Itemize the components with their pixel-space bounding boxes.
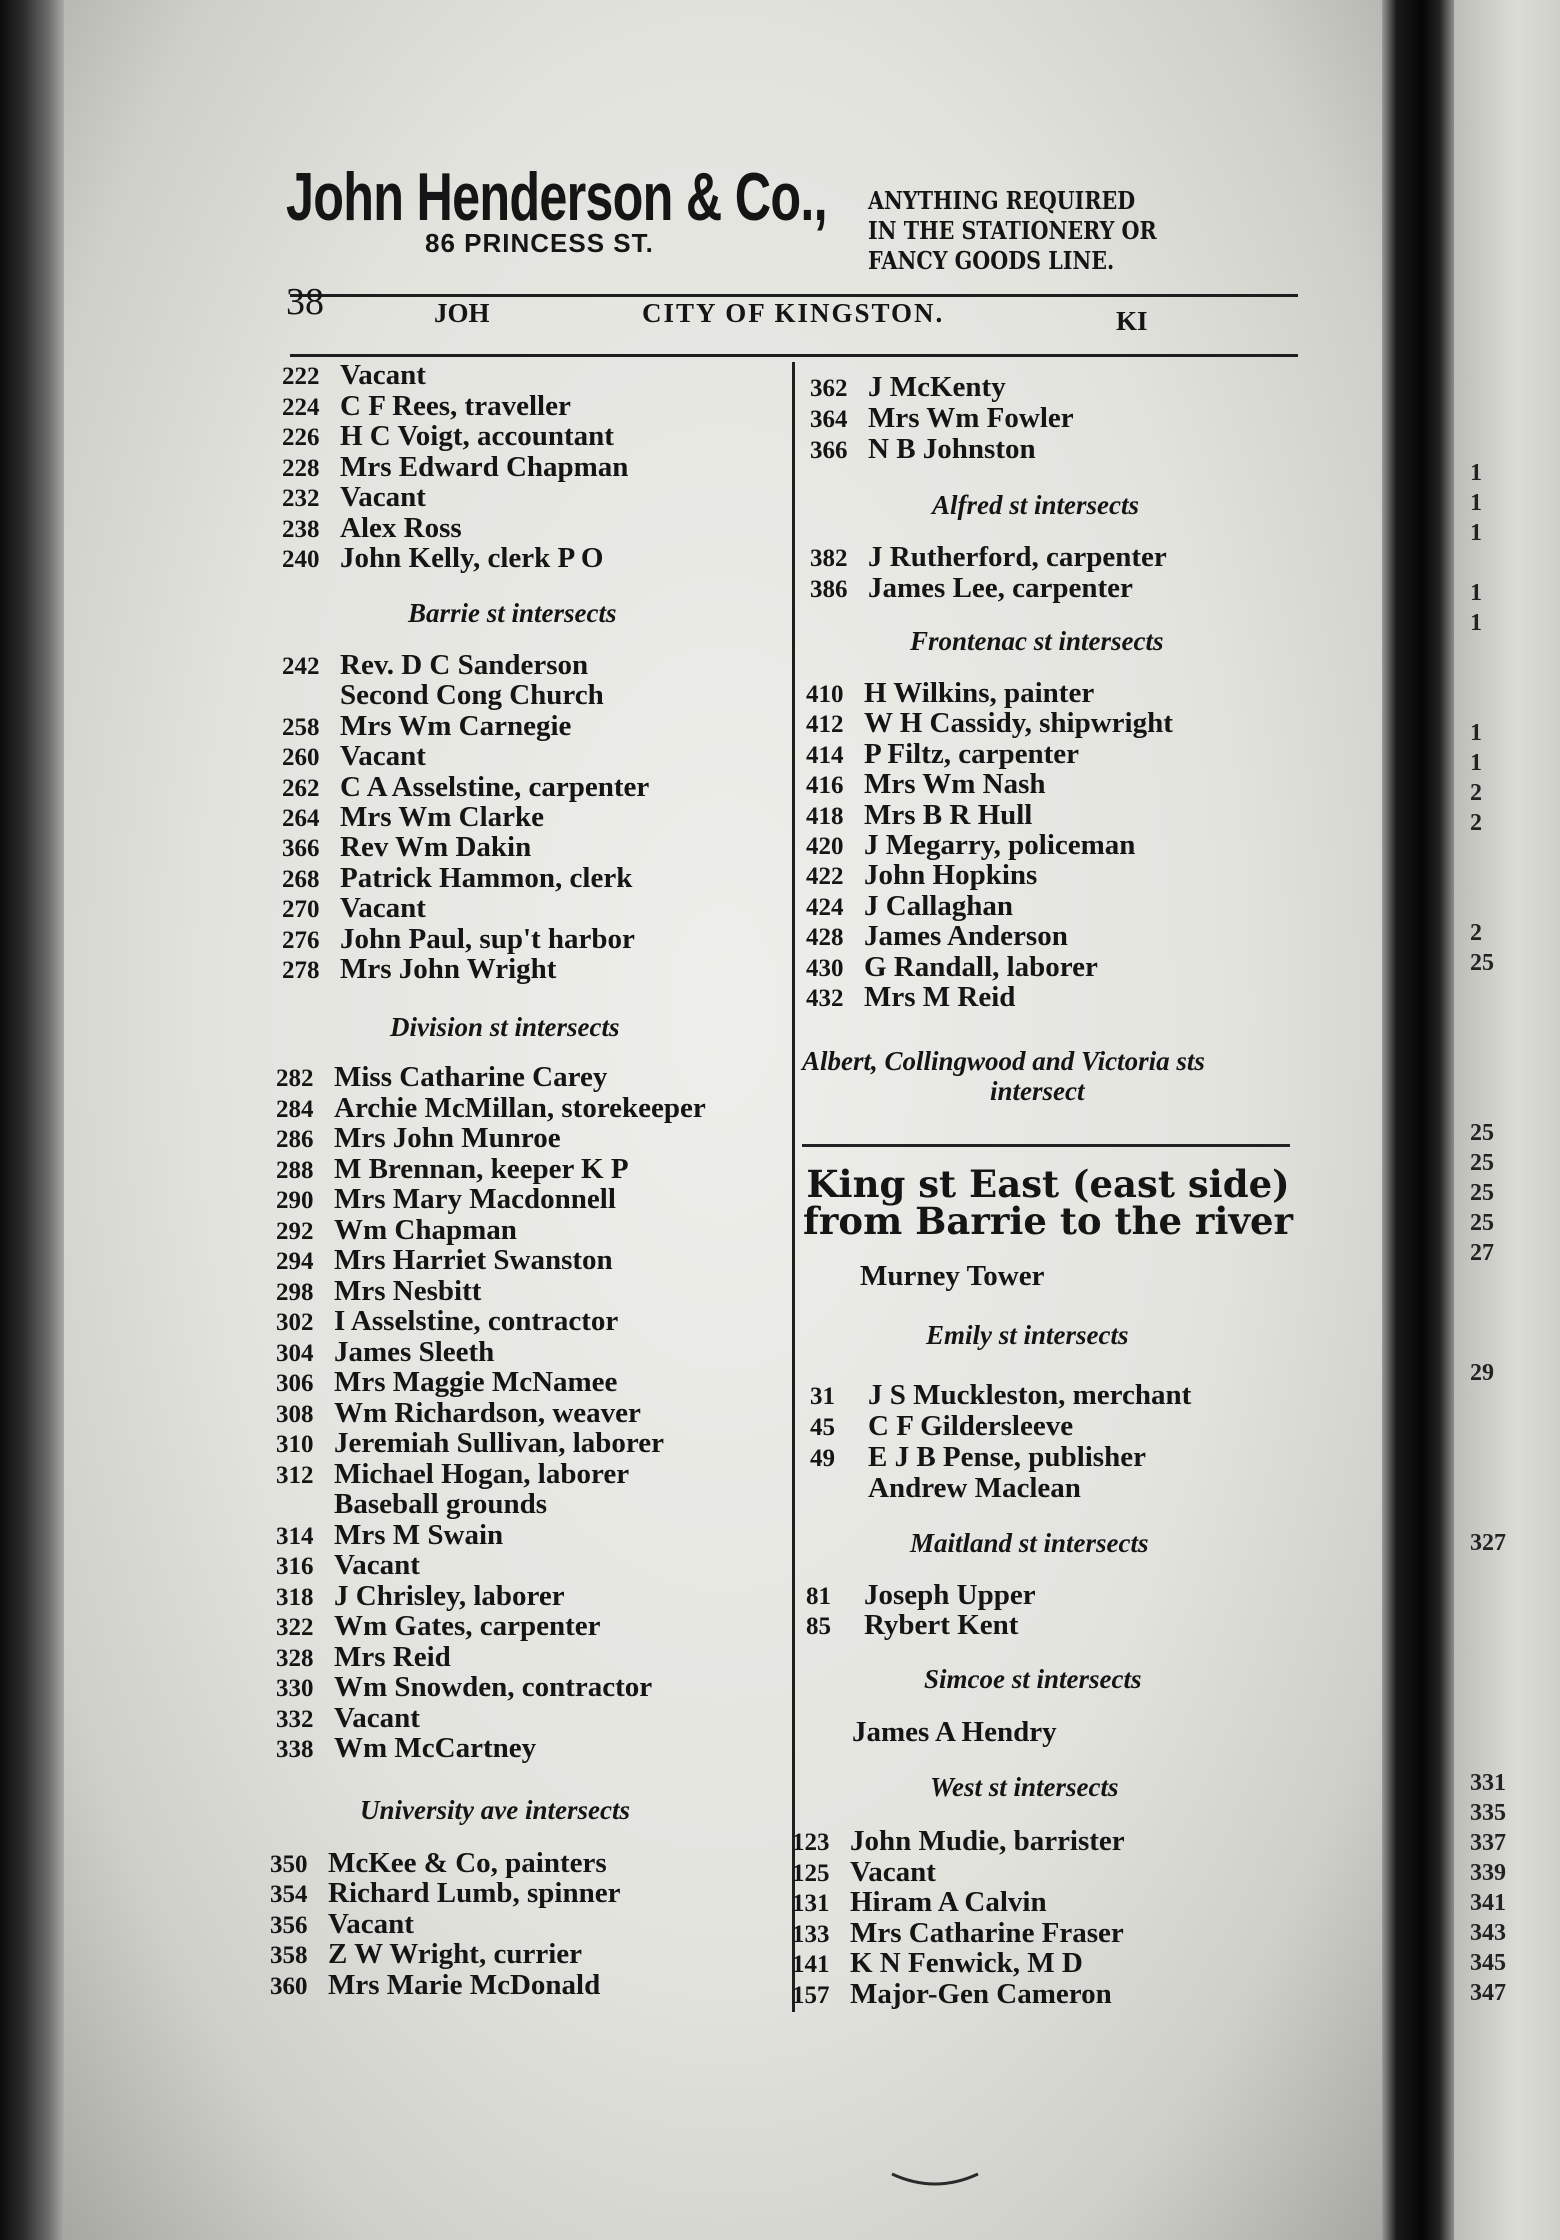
directory-entry: [282, 954, 556, 986]
adjacent-page-fragment: 2: [1470, 920, 1482, 946]
directory-entry: [282, 863, 632, 895]
house-number: 278: [282, 957, 320, 984]
directory-entry: [276, 1093, 706, 1125]
directory-entry: [792, 1948, 1083, 1980]
resident-name: J Megarry, policeman: [864, 829, 1136, 861]
resident-name: Mrs Wm Fowler: [868, 402, 1074, 434]
directory-entry: [810, 573, 1133, 605]
adjacent-page-fragment: 25: [1470, 1180, 1494, 1206]
resident-name: Rev. D C Sanderson: [340, 649, 589, 681]
directory-entry: [270, 1909, 414, 1941]
resident-name: C F Rees, traveller: [340, 389, 571, 422]
directory-entry: [276, 1550, 420, 1582]
intersection-heading: Maitland st intersects: [910, 1528, 1149, 1558]
directory-entry: [806, 1580, 1036, 1612]
resident-name: Z W Wright, currier: [328, 1938, 583, 1971]
resident-name: Andrew Maclean: [868, 1472, 1081, 1504]
directory-entry: [806, 708, 1173, 740]
directory-entry: [276, 1398, 641, 1430]
resident-name: Patrick Hammon, clerk: [340, 861, 633, 894]
directory-entry: [806, 678, 1094, 710]
directory-entry: [276, 1276, 481, 1308]
directory-entry: [276, 1215, 517, 1247]
resident-name: Mrs Marie McDonald: [328, 1968, 601, 2001]
house-number: 330: [276, 1675, 314, 1702]
directory-entry: [282, 924, 635, 956]
directory-entry: [276, 1733, 536, 1765]
house-number: 85: [806, 1613, 831, 1640]
house-number: 258: [282, 713, 320, 741]
resident-name: J Chrisley, laborer: [334, 1579, 565, 1612]
running-head-right: KI: [1116, 306, 1148, 336]
resident-name: Mrs John Munroe: [334, 1122, 561, 1154]
section-title-line: from Barrie to the river: [803, 1199, 1293, 1243]
house-number: 260: [282, 744, 320, 772]
column-divider: [792, 362, 795, 2012]
resident-name: Alex Ross: [340, 511, 462, 544]
adjacent-page-fragment: 1: [1470, 490, 1482, 516]
adjacent-page-fragment: 29: [1470, 1360, 1494, 1386]
directory-entry: [276, 1337, 494, 1369]
intersection-heading: Albert, Collingwood and Victoria sts: [802, 1046, 1205, 1076]
adjacent-page-fragment: 1: [1470, 610, 1482, 636]
house-number: 45: [810, 1414, 835, 1441]
house-number: 282: [276, 1065, 314, 1092]
resident-name: John Hopkins: [864, 859, 1038, 892]
resident-name: C F Gildersleeve: [868, 1410, 1074, 1442]
house-number: 410: [806, 681, 844, 708]
directory-entry: [806, 982, 1015, 1014]
directory-entry: [282, 741, 426, 773]
resident-name: Vacant: [334, 1701, 420, 1734]
house-number: 366: [282, 835, 320, 863]
resident-name: Wm Richardson, weaver: [334, 1396, 641, 1429]
house-number: 238: [282, 515, 320, 543]
directory-entry: [282, 680, 604, 710]
house-number: 224: [282, 393, 320, 421]
adjacent-page-fragment: 1: [1470, 460, 1482, 486]
directory-entry: [792, 1918, 1124, 1950]
advert-text: [868, 186, 1246, 276]
resident-name: Major-Gen Cameron: [850, 1977, 1112, 2010]
house-number: 416: [806, 772, 844, 800]
resident-name: Mrs M Reid: [864, 981, 1016, 1013]
directory-entry: [270, 1939, 582, 1971]
resident-name: H Wilkins, painter: [864, 677, 1095, 709]
house-number: 424: [806, 893, 844, 921]
adjacent-page-fragment: 1: [1470, 720, 1482, 746]
page-gutter: [1382, 0, 1454, 2240]
resident-name: Vacant: [340, 740, 426, 773]
adjacent-page-fragment: 343: [1470, 1920, 1506, 1946]
house-number: 290: [276, 1187, 314, 1214]
resident-name: Mrs Catharine Fraser: [850, 1916, 1124, 1949]
intersection-heading: West st intersects: [930, 1772, 1119, 1802]
house-number: 125: [792, 1859, 830, 1887]
resident-name: P Filtz, carpenter: [864, 737, 1079, 770]
resident-name: I Asselstine, contractor: [334, 1305, 619, 1337]
house-number: 49: [810, 1445, 835, 1472]
directory-entry: [792, 1887, 1047, 1919]
resident-name: Mrs Wm Clarke: [340, 801, 545, 833]
adjacent-page-fragment: 27: [1470, 1240, 1494, 1266]
directory-page: [64, 0, 1382, 2240]
resident-name: Jeremiah Sullivan, laborer: [334, 1427, 665, 1459]
directory-entry: [276, 1703, 420, 1735]
house-number: 420: [806, 833, 844, 860]
resident-name: Mrs Harriet Swanston: [334, 1244, 613, 1276]
house-number: 262: [282, 774, 320, 802]
directory-entry: [810, 542, 1167, 574]
running-head-title: CITY OF KINGSTON.: [642, 298, 945, 328]
house-number: 222: [282, 363, 320, 390]
directory-entry: [276, 1520, 503, 1552]
house-number: 81: [806, 1583, 831, 1610]
directory-entry: [282, 482, 426, 514]
resident-name: N B Johnston: [868, 433, 1036, 465]
directory-entry: [282, 802, 544, 834]
directory-entry: [806, 769, 1046, 801]
resident-name: C A Asselstine, carpenter: [340, 770, 650, 803]
resident-name: Mrs M Swain: [334, 1518, 504, 1551]
directory-entry: [276, 1581, 565, 1613]
directory-entry: [276, 1367, 617, 1399]
house-number: 304: [276, 1339, 314, 1367]
adjacent-page-fragment: 331: [1470, 1770, 1506, 1796]
directory-entry: [276, 1489, 547, 1519]
resident-name: Vacant: [328, 1907, 414, 1940]
ornament-swash: [890, 2170, 980, 2190]
intersection-heading: Alfred st intersects: [932, 490, 1139, 520]
house-number: 270: [282, 896, 320, 924]
house-number: 316: [276, 1553, 314, 1580]
resident-name: James Sleeth: [334, 1335, 495, 1368]
house-number: 310: [276, 1431, 314, 1458]
directory-entry: [276, 1428, 664, 1460]
house-number: 314: [276, 1522, 314, 1550]
resident-name: Baseball grounds: [334, 1488, 548, 1520]
section-title-line: King st East (east side): [806, 1162, 1290, 1206]
directory-entry: [282, 832, 531, 864]
house-number: 338: [276, 1736, 314, 1763]
adjacent-page-fragment: 25: [1470, 1120, 1494, 1146]
adjacent-page-fragment: 337: [1470, 1830, 1506, 1856]
directory-entry: [282, 421, 614, 453]
resident-name: John Paul, sup't harbor: [340, 922, 635, 955]
house-number: 302: [276, 1309, 314, 1336]
adjacent-page-fragment: 25: [1470, 1150, 1494, 1176]
house-number: 328: [276, 1644, 314, 1672]
resident-name: Mrs John Wright: [340, 953, 557, 985]
house-number: 276: [282, 926, 320, 954]
resident-name: Archie McMillan, storekeeper: [334, 1091, 706, 1124]
house-number: 386: [810, 576, 848, 603]
advert-line: FANCY GOODS LINE.: [868, 246, 1115, 275]
adjacent-page-fragment: 2: [1470, 810, 1482, 836]
adjacent-page-fragment: 25: [1470, 950, 1494, 976]
directory-entry: [810, 403, 1074, 435]
house-number: 292: [276, 1217, 314, 1245]
resident-name: Mrs Mary Macdonnell: [334, 1183, 616, 1215]
resident-name: Mrs Nesbitt: [334, 1274, 482, 1307]
adjacent-page-fragment: 2: [1470, 780, 1482, 806]
directory-entry: [276, 1642, 451, 1674]
resident-name: Second Cong Church: [340, 679, 604, 712]
house-number: 432: [806, 985, 844, 1012]
resident-name: John Kelly, clerk P O: [340, 542, 604, 574]
landmark: Murney Tower: [860, 1260, 1045, 1292]
resident-name: J McKenty: [868, 371, 1006, 403]
resident-name: James Anderson: [864, 920, 1068, 953]
directory-entry: [276, 1459, 629, 1491]
directory-entry: [282, 391, 571, 423]
intersection-heading: Division st intersects: [390, 1012, 620, 1042]
directory-entry: [806, 952, 1098, 984]
directory-entry: [276, 1245, 613, 1277]
adjacent-page-fragment: 341: [1470, 1890, 1506, 1916]
resident-name: Mrs Edward Chapman: [340, 450, 629, 483]
house-number: 284: [276, 1095, 314, 1123]
resident-name: Mrs Maggie McNamee: [334, 1366, 618, 1398]
directory-entry: [810, 1411, 1073, 1443]
directory-entry: [806, 1610, 1018, 1642]
directory-entry: [792, 1826, 1125, 1858]
directory-entry: [806, 860, 1037, 892]
house-number: 123: [792, 1829, 830, 1856]
header-rule: [290, 294, 1298, 297]
advert-line: ANYTHING REQUIRED: [868, 186, 1136, 215]
adjacent-page-fragment: 345: [1470, 1950, 1506, 1976]
resident-name: K N Fenwick, M D: [850, 1947, 1083, 1979]
house-number: 31: [810, 1383, 835, 1410]
resident-name: G Randall, laborer: [864, 950, 1098, 983]
resident-name: Rybert Kent: [864, 1609, 1019, 1641]
directory-entry: [806, 921, 1068, 953]
directory-entry: [792, 1857, 936, 1889]
house-number: 354: [270, 1881, 308, 1909]
house-number: 358: [270, 1942, 308, 1970]
resident-name: Miss Catharine Carey: [334, 1061, 608, 1093]
resident-name: Wm Gates, carpenter: [334, 1610, 601, 1642]
adjacent-page-fragment: 1: [1470, 520, 1482, 546]
directory-entry: [276, 1123, 561, 1155]
directory-entry: [806, 800, 1032, 832]
house-number: 412: [806, 711, 844, 739]
house-number: 306: [276, 1370, 314, 1397]
resident-name: Joseph Upper: [864, 1579, 1036, 1611]
adjacent-page-fragment: 347: [1470, 1980, 1506, 2006]
directory-entry: [806, 891, 1013, 923]
adjacent-page-fragment: 1: [1470, 750, 1482, 776]
house-number: 268: [282, 865, 320, 893]
directory-entry: [282, 452, 628, 484]
firm-address: 86 PRINCESS ST.: [425, 228, 654, 258]
house-number: 366: [810, 437, 848, 464]
resident-name: Michael Hogan, laborer: [334, 1457, 630, 1490]
directory-entry: [792, 1979, 1112, 2011]
section-title: [798, 1162, 1298, 1243]
house-number: 288: [276, 1156, 314, 1184]
directory-entry: [270, 1970, 600, 2002]
directory-entry: [282, 360, 426, 392]
house-number: 141: [792, 1951, 830, 1978]
resident-name: James Lee, carpenter: [868, 572, 1133, 604]
resident-name: Wm Snowden, contractor: [334, 1671, 653, 1703]
directory-entry: [276, 1184, 616, 1216]
firm-name: John Henderson & Co.,: [286, 159, 827, 235]
directory-entry: [282, 650, 588, 682]
resident-name: Mrs Reid: [334, 1640, 451, 1673]
directory-entry: [276, 1062, 607, 1094]
directory-entry: [810, 1473, 1081, 1503]
page-number: 38: [286, 281, 324, 323]
resident-name: Vacant: [850, 1855, 936, 1888]
directory-entry: [810, 1442, 1146, 1474]
house-number: 382: [810, 545, 848, 572]
adjacent-page-fragment: 25: [1470, 1210, 1494, 1236]
house-number: 131: [792, 1890, 830, 1917]
intersection-heading: intersect: [990, 1076, 1085, 1106]
directory-entry: [276, 1611, 601, 1643]
directory-entry: [282, 513, 462, 545]
house-number: 356: [270, 1911, 308, 1939]
advert-line: IN THE STATIONERY OR: [868, 216, 1157, 245]
house-number: 318: [276, 1583, 314, 1611]
running-head-rule: [290, 354, 1298, 357]
house-number: 232: [282, 485, 320, 512]
house-number: 362: [810, 375, 848, 402]
resident-name: Mrs Wm Nash: [864, 768, 1046, 801]
house-number: 308: [276, 1400, 314, 1428]
resident-name: J S Muckleston, merchant: [868, 1379, 1192, 1411]
house-number: 418: [806, 802, 844, 830]
adjacent-page-edge: [1454, 0, 1560, 2240]
house-number: 322: [276, 1614, 314, 1641]
resident-name: Rev Wm Dakin: [340, 831, 532, 864]
directory-entry: [810, 372, 1006, 404]
house-number: 242: [282, 653, 320, 680]
resident-name: Vacant: [340, 359, 426, 391]
directory-entry: [282, 772, 649, 804]
resident-name: Wm McCartney: [334, 1732, 537, 1764]
resident-name: James A Hendry: [852, 1716, 1057, 1748]
adjacent-page-fragment: 339: [1470, 1860, 1506, 1886]
house-number: 298: [276, 1278, 314, 1306]
resident-name: J Rutherford, carpenter: [868, 541, 1167, 573]
house-number: 350: [270, 1851, 308, 1878]
house-number: 422: [806, 863, 844, 891]
directory-entry: [282, 543, 603, 575]
intersection-heading: University ave intersects: [360, 1795, 630, 1825]
resident-name: W H Cassidy, shipwright: [864, 707, 1173, 740]
directory-entry: [806, 739, 1079, 771]
section-rule: [802, 1144, 1290, 1147]
house-number: 428: [806, 924, 844, 952]
directory-entry: [276, 1154, 629, 1186]
intersection-heading: Frontenac st intersects: [910, 626, 1164, 656]
resident-name: Hiram A Calvin: [850, 1886, 1047, 1918]
house-number: 157: [792, 1981, 830, 2009]
adjacent-page-fragment: 327: [1470, 1530, 1506, 1556]
house-number: 240: [282, 546, 320, 573]
resident-name: H C Voigt, accountant: [340, 420, 614, 452]
resident-name: John Mudie, barrister: [850, 1825, 1125, 1857]
resident-name: J Callaghan: [864, 889, 1014, 922]
directory-entry: [282, 893, 426, 925]
directory-entry: [270, 1848, 607, 1880]
adjacent-page-fragment: 335: [1470, 1800, 1506, 1826]
house-number: 226: [282, 424, 320, 451]
resident-name: Mrs Wm Carnegie: [340, 709, 572, 742]
intersection-heading: Simcoe st intersects: [924, 1664, 1142, 1694]
directory-entry: [276, 1306, 618, 1338]
resident-name: Vacant: [340, 481, 426, 513]
resident-name: E J B Pense, publisher: [868, 1441, 1146, 1473]
running-head-left: JOH: [434, 298, 490, 328]
house-number: 332: [276, 1705, 314, 1733]
resident-name: Mrs B R Hull: [864, 798, 1033, 831]
resident-name: M Brennan, keeper K P: [334, 1152, 629, 1185]
book-spine-shadow: [0, 0, 64, 2240]
resident-name: Vacant: [334, 1549, 420, 1581]
house-number: 228: [282, 454, 320, 482]
house-number: 264: [282, 805, 320, 832]
house-number: 360: [270, 1972, 308, 2000]
directory-entry: [810, 1380, 1191, 1412]
directory-entry: [806, 830, 1135, 862]
intersection-heading: Barrie st intersects: [408, 598, 617, 628]
house-number: 286: [276, 1126, 314, 1153]
resident-name: Wm Chapman: [334, 1213, 517, 1246]
directory-entry: [276, 1672, 652, 1704]
resident-name: Vacant: [340, 892, 426, 925]
house-number: 414: [806, 741, 844, 769]
directory-entry: [270, 1878, 620, 1910]
house-number: 312: [276, 1461, 314, 1489]
house-number: 294: [276, 1248, 314, 1275]
intersection-heading: Emily st intersects: [926, 1320, 1129, 1350]
resident-name: Richard Lumb, spinner: [328, 1877, 621, 1910]
house-number: 133: [792, 1920, 830, 1948]
house-number: 364: [810, 406, 848, 433]
resident-name: McKee & Co, painters: [328, 1847, 607, 1879]
house-number: 430: [806, 954, 844, 982]
adjacent-page-fragment: 1: [1470, 580, 1482, 606]
directory-entry: [282, 711, 571, 743]
directory-entry: [810, 434, 1036, 466]
